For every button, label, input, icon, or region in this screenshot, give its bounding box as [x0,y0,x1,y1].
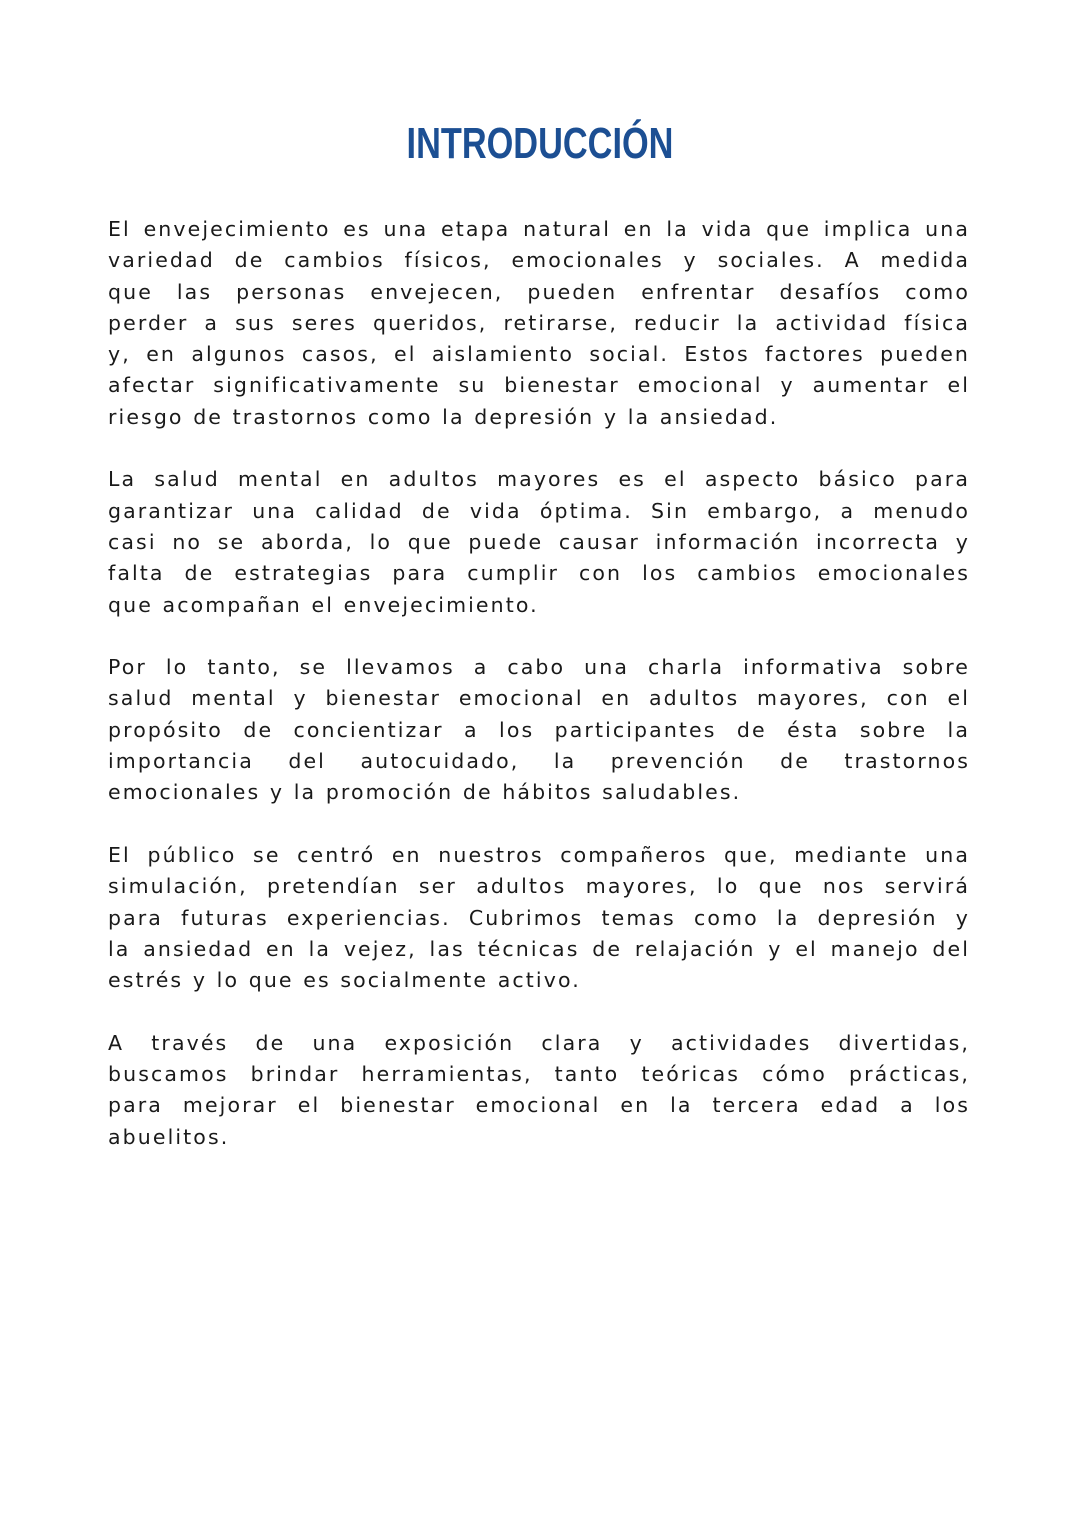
page-title: INTRODUCCIÓN [406,119,674,168]
text-line: garantizar una calidad de vida óptima. Sin embargo, a menudo [108,498,970,523]
document-body [108,214,970,1184]
paragraph-1 [108,214,970,433]
text-line: Por lo tanto, se llevamos a cabo una charla informativa sobre [108,655,970,680]
text-line: la ansiedad en la vejez, las técnicas de relajación y el manejo del [108,936,970,961]
text-line: que las personas envejecen, pueden enfrentar desafíos como [108,279,970,304]
text-line: casi no se aborda, lo que puede causar información incorrecta y [108,529,970,554]
text-line: afectar significativamente su bienestar emocional y aumentar el [108,373,970,398]
text-line: variedad de cambios físicos, emocionales y sociales. A medida [108,248,970,273]
text-line: para mejorar el bienestar emocional en la tercera edad a los [108,1093,970,1118]
text-line: El envejecimiento es una etapa natural en la vida que implica una [108,217,970,241]
text-line: perder a sus seres queridos, retirarse, reducir la actividad física [108,310,970,335]
text-line: estrés y lo que es socialmente activo. [108,968,581,993]
text-line: buscamos brindar herramientas, tanto teóricas cómo prácticas, [108,1062,970,1087]
text-line: importancia del autocuidado, la prevención de trastornos [108,749,970,774]
text-line: que acompañan el envejecimiento. [108,592,539,617]
text-line: y, en algunos casos, el aislamiento social. Estos factores pueden [108,342,970,367]
text-line: A través de una exposición clara y actividades divertidas, [108,1030,970,1055]
text-line: salud mental y bienestar emocional en adultos mayores, con el [108,686,970,711]
text-line: falta de estrategias para cumplir con los cambios emocionales [108,561,970,586]
text-line: simulación, pretendían ser adultos mayores, lo que nos servirá [108,874,970,899]
paragraph-4 [108,840,970,996]
text-line: riesgo de trastornos como la depresión y la ansiedad. [108,404,779,429]
text-line: emocionales y la promoción de hábitos saludables. [108,780,742,805]
paragraph-3 [108,652,970,808]
paragraph-5 [108,1028,970,1153]
text-line: abuelitos. [108,1124,230,1149]
text-line: El público se centró en nuestros compañeros que, mediante una [108,842,970,867]
text-line: propósito de concientizar a los participantes de ésta sobre la [108,717,970,742]
text-line: La salud mental en adultos mayores es el aspecto básico para [108,467,970,492]
text-line: para futuras experiencias. Cubrimos temas como la depresión y [108,905,970,930]
paragraph-2 [108,464,970,620]
